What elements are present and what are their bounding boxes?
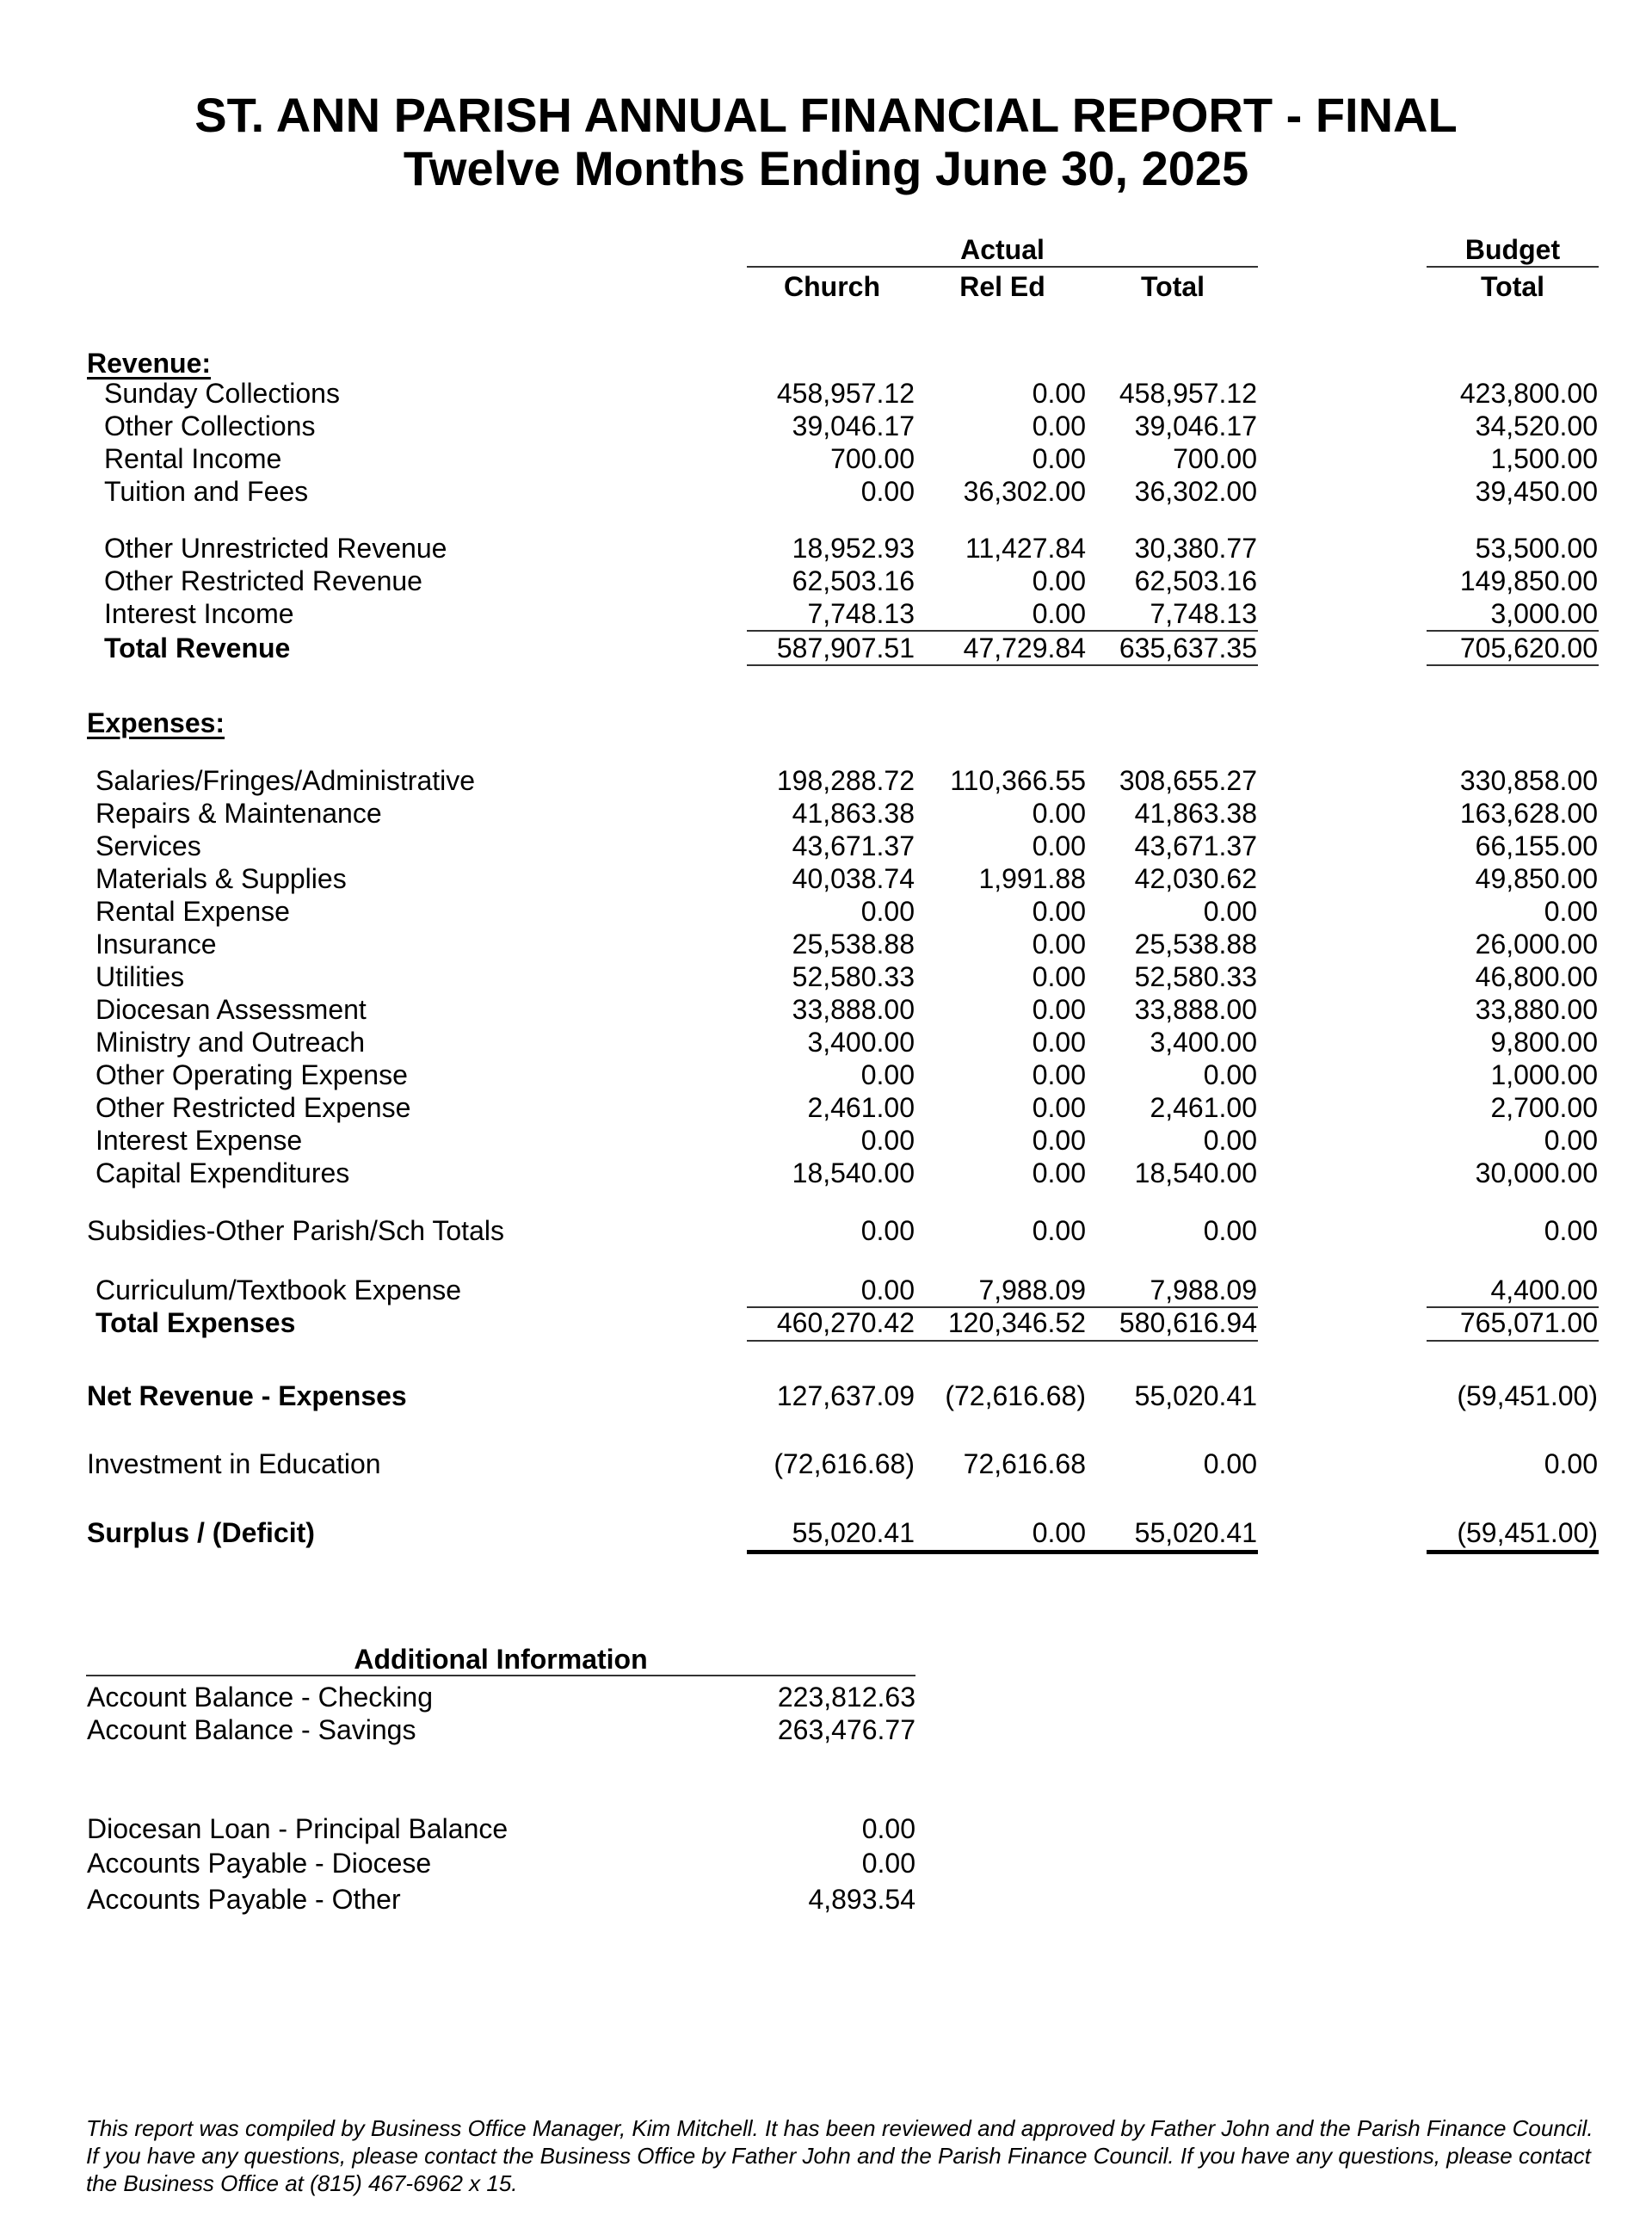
total-expenses-church-value: 460,270.42 — [776, 1307, 915, 1338]
expense-row-rel-ed-value: 0.00 — [1032, 1125, 1086, 1156]
additional-info-value: 263,476.77 — [777, 1714, 915, 1745]
total-expenses-rel-ed-value: 120,346.52 — [947, 1307, 1086, 1338]
budget-header-rule — [1427, 266, 1599, 268]
revenue-heading: Revenue: — [87, 348, 212, 379]
expense-row-budget-value: 46,800.00 — [1475, 961, 1598, 992]
subsidies-budget-value: 0.00 — [1544, 1215, 1598, 1246]
expense-row-church-value: 33,888.00 — [792, 994, 915, 1025]
expense-row-label: Interest Expense — [96, 1125, 303, 1156]
revenue-row-rel-ed-value: 0.00 — [1032, 410, 1086, 441]
expense-row-total-value: 43,671.37 — [1134, 830, 1257, 861]
expense-row-church-value: 2,461.00 — [807, 1092, 915, 1123]
total-revenue-label: Total Revenue — [104, 633, 291, 664]
revenue-row-church-value: 7,748.13 — [807, 598, 915, 629]
revenue-row-budget-value: 53,500.00 — [1475, 533, 1598, 564]
revenue-row-budget-value: 34,520.00 — [1475, 410, 1598, 441]
additional-info-label: Account Balance - Checking — [87, 1682, 433, 1713]
expense-row-church-value: 41,863.38 — [792, 798, 915, 829]
expense-row-church-value: 0.00 — [860, 1125, 915, 1156]
investment-education-church-value: (72,616.68) — [774, 1448, 915, 1479]
expense-row-total-value: 0.00 — [1203, 1059, 1257, 1090]
expense-row-total-value: 41,863.38 — [1134, 798, 1257, 829]
net-revenue-label: Net Revenue - Expenses — [87, 1380, 407, 1411]
expense-row-budget-value: 1,000.00 — [1490, 1059, 1598, 1090]
total-expenses-label: Total Expenses — [96, 1307, 296, 1338]
additional-info-value: 4,893.54 — [808, 1884, 915, 1915]
expense-row-total-value: 42,030.62 — [1134, 863, 1257, 894]
church-column-header: Church — [784, 271, 880, 302]
curriculum-label: Curriculum/Textbook Expense — [96, 1275, 462, 1305]
expense-row-budget-value: 49,850.00 — [1475, 863, 1598, 894]
revenue-row-church-value: 458,957.12 — [776, 378, 915, 409]
total-expenses-bottom-actual-rule — [747, 1340, 1258, 1342]
revenue-row-total-value: 30,380.77 — [1134, 533, 1257, 564]
expense-row-rel-ed-value: 110,366.55 — [950, 765, 1086, 796]
expense-row-church-value: 25,538.88 — [792, 929, 915, 960]
revenue-row-rel-ed-value: 0.00 — [1032, 565, 1086, 596]
surplus-budget-rule — [1427, 1550, 1599, 1554]
revenue-row-church-value: 0.00 — [860, 476, 915, 507]
total-revenue-budget-value: 705,620.00 — [1459, 633, 1598, 664]
revenue-row-budget-value: 3,000.00 — [1490, 598, 1598, 629]
expense-row-label: Capital Expenditures — [96, 1157, 350, 1188]
total-revenue-church-value: 587,907.51 — [776, 633, 915, 664]
expense-row-label: Other Operating Expense — [96, 1059, 408, 1090]
expense-row-rel-ed-value: 0.00 — [1032, 961, 1086, 992]
revenue-row-church-value: 18,952.93 — [792, 533, 915, 564]
expense-row-rel-ed-value: 0.00 — [1032, 830, 1086, 861]
revenue-row-rel-ed-value: 0.00 — [1032, 598, 1086, 629]
total-revenue-total-value: 635,637.35 — [1119, 633, 1257, 664]
expense-row-budget-value: 330,858.00 — [1459, 765, 1598, 796]
expense-row-total-value: 25,538.88 — [1134, 929, 1257, 960]
expense-row-rel-ed-value: 0.00 — [1032, 1157, 1086, 1188]
expense-row-rel-ed-value: 1,991.88 — [978, 863, 1086, 894]
report-title: ST. ANN PARISH ANNUAL FINANCIAL REPORT - FINAL — [194, 88, 1458, 142]
expense-row-total-value: 18,540.00 — [1134, 1157, 1257, 1188]
expenses-heading: Expenses: — [87, 707, 225, 738]
curriculum-church-value: 0.00 — [860, 1275, 915, 1305]
expense-row-total-value: 52,580.33 — [1134, 961, 1257, 992]
additional-info-label: Accounts Payable - Other — [87, 1884, 401, 1915]
expense-row-label: Other Restricted Expense — [96, 1092, 411, 1123]
revenue-row-total-value: 62,503.16 — [1134, 565, 1257, 596]
revenue-row-total-value: 39,046.17 — [1134, 410, 1257, 441]
actual-total-column-header: Total — [1140, 271, 1205, 302]
subsidies-label: Subsidies-Other Parish/Sch Totals — [87, 1215, 504, 1246]
surplus-deficit-budget-value: (59,451.00) — [1457, 1517, 1598, 1548]
report-subtitle: Twelve Months Ending June 30, 2025 — [403, 141, 1249, 195]
revenue-row-label: Rental Income — [104, 443, 282, 474]
revenue-row-rel-ed-value: 36,302.00 — [963, 476, 1086, 507]
actual-group-header: Actual — [960, 234, 1045, 265]
revenue-row-budget-value: 423,800.00 — [1459, 378, 1598, 409]
footer-note: This report was compiled by Business Office Manager, Kim Mitchell. It has been reviewed and approved by Father John and the Parish Finance Council. If you have any questions, please contact the Business Office by Father John and the Parish Finance Council. If you have any questions, please contact the Business Office at (815) 467-6962 x 15. — [86, 2115, 1593, 2196]
expense-row-rel-ed-value: 0.00 — [1032, 929, 1086, 960]
expense-row-church-value: 0.00 — [860, 1059, 915, 1090]
expense-row-budget-value: 0.00 — [1544, 896, 1598, 927]
net-revenue-rel-ed-value: (72,616.68) — [945, 1380, 1086, 1411]
revenue-row-budget-value: 39,450.00 — [1475, 476, 1598, 507]
net-revenue-church-value: 127,637.09 — [776, 1380, 915, 1411]
expense-row-total-value: 3,400.00 — [1150, 1027, 1257, 1058]
investment-education-total-value: 0.00 — [1203, 1448, 1257, 1479]
expense-row-rel-ed-value: 0.00 — [1032, 1059, 1086, 1090]
net-revenue-total-value: 55,020.41 — [1134, 1380, 1257, 1411]
rel-ed-column-header: Rel Ed — [959, 271, 1045, 302]
total-expenses-budget-value: 765,071.00 — [1459, 1307, 1598, 1338]
expense-row-church-value: 0.00 — [860, 896, 915, 927]
revenue-row-label: Interest Income — [104, 598, 294, 629]
subsidies-rel-ed-value: 0.00 — [1032, 1215, 1086, 1246]
total-expenses-bottom-budget-rule — [1427, 1340, 1599, 1342]
additional-info-value: 0.00 — [861, 1848, 915, 1879]
expense-row-church-value: 18,540.00 — [792, 1157, 915, 1188]
expense-row-label: Ministry and Outreach — [96, 1027, 366, 1058]
revenue-row-total-value: 36,302.00 — [1134, 476, 1257, 507]
expense-row-church-value: 40,038.74 — [792, 863, 915, 894]
budget-total-column-header: Total — [1480, 271, 1545, 302]
curriculum-rel-ed-value: 7,988.09 — [978, 1275, 1086, 1305]
actual-header-rule — [747, 266, 1258, 268]
expense-row-label: Insurance — [96, 929, 217, 960]
expense-row-budget-value: 30,000.00 — [1475, 1157, 1598, 1188]
revenue-row-label: Other Collections — [104, 410, 316, 441]
revenue-row-church-value: 39,046.17 — [792, 410, 915, 441]
expense-row-label: Repairs & Maintenance — [96, 798, 382, 829]
revenue-row-total-value: 458,957.12 — [1119, 378, 1257, 409]
expense-row-label: Utilities — [96, 961, 185, 992]
expense-row-church-value: 43,671.37 — [792, 830, 915, 861]
expense-row-total-value: 0.00 — [1203, 896, 1257, 927]
investment-education-label: Investment in Education — [87, 1448, 381, 1479]
expense-row-budget-value: 33,880.00 — [1475, 994, 1598, 1025]
expense-row-budget-value: 26,000.00 — [1475, 929, 1598, 960]
additional-info-label: Diocesan Loan - Principal Balance — [87, 1813, 509, 1844]
expense-row-rel-ed-value: 0.00 — [1032, 1092, 1086, 1123]
expense-row-total-value: 0.00 — [1203, 1125, 1257, 1156]
additional-info-label: Account Balance - Savings — [87, 1714, 416, 1745]
expense-row-budget-value: 0.00 — [1544, 1125, 1598, 1156]
revenue-row-church-value: 700.00 — [830, 443, 915, 474]
expense-row-rel-ed-value: 0.00 — [1032, 896, 1086, 927]
expense-row-label: Materials & Supplies — [96, 863, 347, 894]
expense-row-rel-ed-value: 0.00 — [1032, 994, 1086, 1025]
surplus-deficit-rel-ed-value: 0.00 — [1032, 1517, 1086, 1548]
curriculum-total-value: 7,988.09 — [1150, 1275, 1257, 1305]
revenue-row-rel-ed-value: 0.00 — [1032, 378, 1086, 409]
revenue-row-rel-ed-value: 0.00 — [1032, 443, 1086, 474]
surplus-deficit-total-value: 55,020.41 — [1134, 1517, 1257, 1548]
total-expenses-total-value: 580,616.94 — [1119, 1307, 1257, 1338]
surplus-deficit-church-value: 55,020.41 — [792, 1517, 915, 1548]
expense-row-label: Diocesan Assessment — [96, 994, 367, 1025]
revenue-row-total-value: 7,748.13 — [1150, 598, 1257, 629]
revenue-row-total-value: 700.00 — [1173, 443, 1257, 474]
expense-row-budget-value: 9,800.00 — [1490, 1027, 1598, 1058]
additional-info-value: 0.00 — [861, 1813, 915, 1844]
expense-row-church-value: 198,288.72 — [776, 765, 915, 796]
expense-row-church-value: 3,400.00 — [807, 1027, 915, 1058]
expense-row-budget-value: 66,155.00 — [1475, 830, 1598, 861]
total-revenue-bottom-actual-rule — [747, 664, 1258, 666]
surplus-deficit-label: Surplus / (Deficit) — [87, 1517, 315, 1548]
expense-row-rel-ed-value: 0.00 — [1032, 1027, 1086, 1058]
additional-info-rule — [86, 1675, 915, 1676]
total-revenue-bottom-budget-rule — [1427, 664, 1599, 666]
expense-row-label: Services — [96, 830, 201, 861]
expense-row-rel-ed-value: 0.00 — [1032, 798, 1086, 829]
surplus-actual-rule — [747, 1550, 1258, 1554]
additional-info-value: 223,812.63 — [777, 1682, 915, 1713]
revenue-row-budget-value: 149,850.00 — [1459, 565, 1598, 596]
revenue-row-church-value: 62,503.16 — [792, 565, 915, 596]
budget-group-header: Budget — [1464, 234, 1561, 265]
expense-row-label: Rental Expense — [96, 896, 290, 927]
subsidies-total-value: 0.00 — [1203, 1215, 1257, 1246]
additional-info-heading: Additional Information — [354, 1644, 648, 1675]
expense-row-total-value: 2,461.00 — [1150, 1092, 1257, 1123]
revenue-row-label: Sunday Collections — [104, 378, 340, 409]
net-revenue-budget-value: (59,451.00) — [1457, 1380, 1598, 1411]
revenue-row-budget-value: 1,500.00 — [1490, 443, 1598, 474]
revenue-row-label: Other Restricted Revenue — [104, 565, 422, 596]
curriculum-budget-value: 4,400.00 — [1490, 1275, 1598, 1305]
expense-row-budget-value: 163,628.00 — [1459, 798, 1598, 829]
subsidies-church-value: 0.00 — [860, 1215, 915, 1246]
revenue-row-label: Tuition and Fees — [104, 476, 309, 507]
additional-info-label: Accounts Payable - Diocese — [87, 1848, 432, 1879]
total-revenue-rel-ed-value: 47,729.84 — [963, 633, 1086, 664]
revenue-row-rel-ed-value: 11,427.84 — [965, 533, 1086, 564]
expense-row-budget-value: 2,700.00 — [1490, 1092, 1598, 1123]
expense-row-total-value: 33,888.00 — [1134, 994, 1257, 1025]
expense-row-total-value: 308,655.27 — [1119, 765, 1257, 796]
expense-row-label: Salaries/Fringes/Administrative — [96, 765, 476, 796]
expense-row-church-value: 52,580.33 — [792, 961, 915, 992]
investment-education-budget-value: 0.00 — [1544, 1448, 1598, 1479]
investment-education-rel-ed-value: 72,616.68 — [963, 1448, 1086, 1479]
revenue-row-label: Other Unrestricted Revenue — [104, 533, 447, 564]
